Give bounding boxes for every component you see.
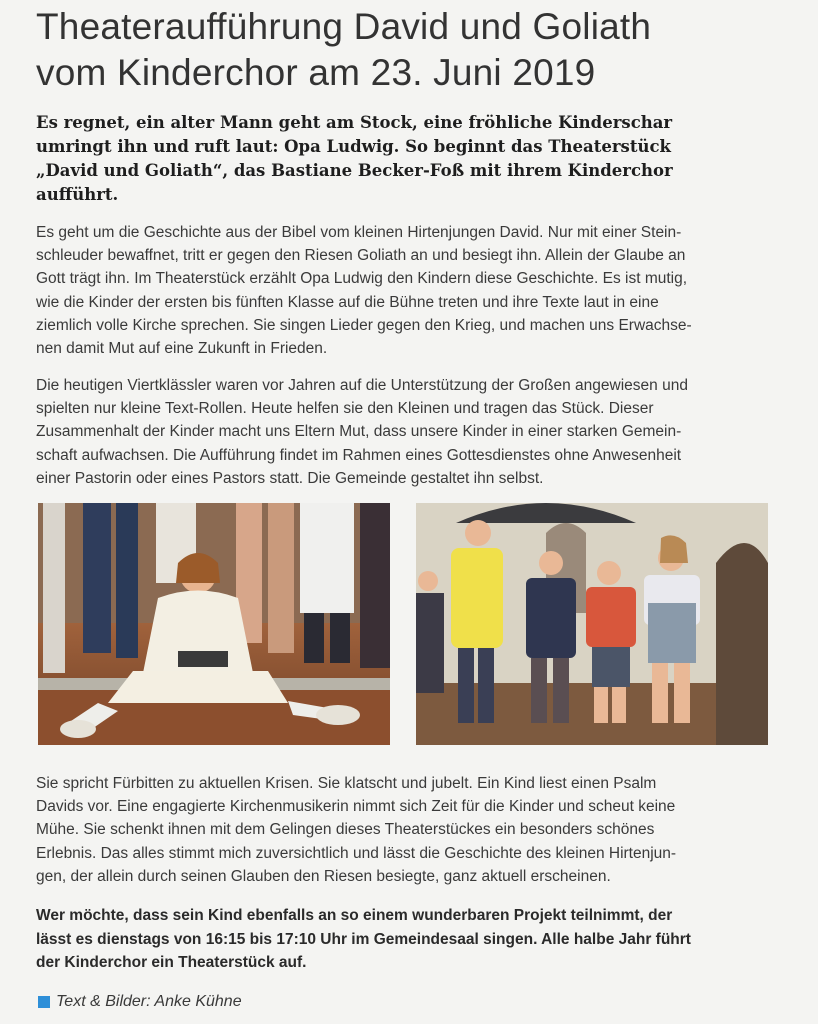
credit-text: Text & Bilder: Anke Kühne bbox=[56, 993, 242, 1010]
lead-line: umringt ihn und ruft laut: Opa Ludwig. So beginnt das Theaterstück bbox=[36, 137, 671, 156]
paragraph-line: Davids vor. Eine engagierte Kirchenmusikerin nimmt sich Zeit für die Kinder und scheut keine bbox=[36, 798, 676, 816]
photo-girl-on-stage bbox=[38, 503, 390, 745]
paragraph-line: Erlebnis. Das alles stimmt mich zuversichtlich und lässt die Geschichte des kleinen Hirtenjun- bbox=[36, 844, 677, 862]
lead-line: „David und Goliath“, das Bastiane Becker-Foß mit ihrem Kinderchor bbox=[36, 161, 673, 180]
lead-line: aufführt. bbox=[36, 185, 119, 204]
paragraph-line: wie die Kinder der ersten bis fünften Klasse auf die Bühne treten und ihre Texte laut in eine bbox=[36, 293, 659, 311]
photo-children-umbrella-illustration bbox=[416, 503, 768, 745]
title-line: vom Kinderchor am 23. Juni 2019 bbox=[36, 52, 596, 93]
square-marker-icon bbox=[38, 996, 50, 1008]
paragraph-line: Sie spricht Fürbitten zu aktuellen Krisen. Sie klatscht und jubelt. Ein Kind liest einen Psalm bbox=[36, 775, 657, 792]
cta-line: der Kinderchor ein Theaterstück auf. bbox=[36, 954, 307, 971]
article-lead bbox=[36, 111, 776, 207]
body-paragraph-3 bbox=[36, 772, 781, 888]
paragraph-line: Gott trägt ihn. Im Theaterstück erzählt Opa Ludwig den Kindern diese Geschichte. Es ist mutig, bbox=[36, 270, 688, 288]
paragraph-line: Zusammenhalt der Kinder macht uns Eltern Mut, dass unsere Kinder in einer starken Gemein- bbox=[36, 423, 682, 441]
paragraph-line: Es geht um die Geschichte aus der Bibel vom kleinen Hirtenjungen David. Nur mit einer Stein- bbox=[36, 224, 682, 241]
paragraph-line: nen damit Mut auf eine Zukunft in Frieden. bbox=[36, 340, 328, 358]
call-to-action bbox=[36, 904, 781, 975]
cta-line: lässt es dienstags von 16:15 bis 17:10 Uhr im Gemeindesaal singen. Alle halbe Jahr führt bbox=[36, 930, 691, 948]
body-paragraph-1 bbox=[36, 221, 781, 360]
article-title bbox=[36, 4, 796, 96]
paragraph-line: gen, der allein durch seinen Glauben den Riesen besiegte, ganz aktuell erscheinen. bbox=[36, 867, 611, 885]
paragraph-line: Die heutigen Viertklässler waren vor Jahren auf die Unterstützung der Großen angewiesen und bbox=[36, 377, 688, 394]
paragraph-line: spielten nur kleine Text-Rollen. Heute helfen sie den Kleinen und tragen das Stück. Dieser bbox=[36, 400, 654, 418]
title-line: Theateraufführung David und Goliath bbox=[36, 6, 652, 47]
body-paragraph-2 bbox=[36, 374, 781, 490]
paragraph-line: ziemlich volle Kirche sprechen. Sie singen Lieder gegen den Krieg, und machen uns Erwachse- bbox=[36, 316, 692, 334]
paragraph-line: einer Pastorin oder eines Pastors statt. Die Gemeinde gestaltet ihn selbst. bbox=[36, 469, 544, 487]
paragraph-line: schleuder bewaffnet, tritt er gegen den Riesen Goliath an und besiegt ihn. Allein der Glaube an bbox=[36, 247, 686, 265]
paragraph-line: Mühe. Sie schenkt ihnen mit dem Gelingen dieses Theaterstückes ein besonders schönes bbox=[36, 821, 655, 839]
cta-line: Wer möchte, dass sein Kind ebenfalls an so einem wunderbaren Projekt teilnimmt, der bbox=[36, 907, 673, 924]
photo-children-umbrella bbox=[416, 503, 768, 745]
photo-girl-on-stage-illustration bbox=[38, 503, 390, 745]
credit-line bbox=[38, 993, 242, 1011]
paragraph-line: schaft aufwachsen. Die Aufführung findet im Rahmen eines Gottesdienstes ohne Anwesenheit bbox=[36, 446, 682, 464]
lead-line: Es regnet, ein alter Mann geht am Stock, eine fröhliche Kinderschar bbox=[36, 113, 673, 132]
